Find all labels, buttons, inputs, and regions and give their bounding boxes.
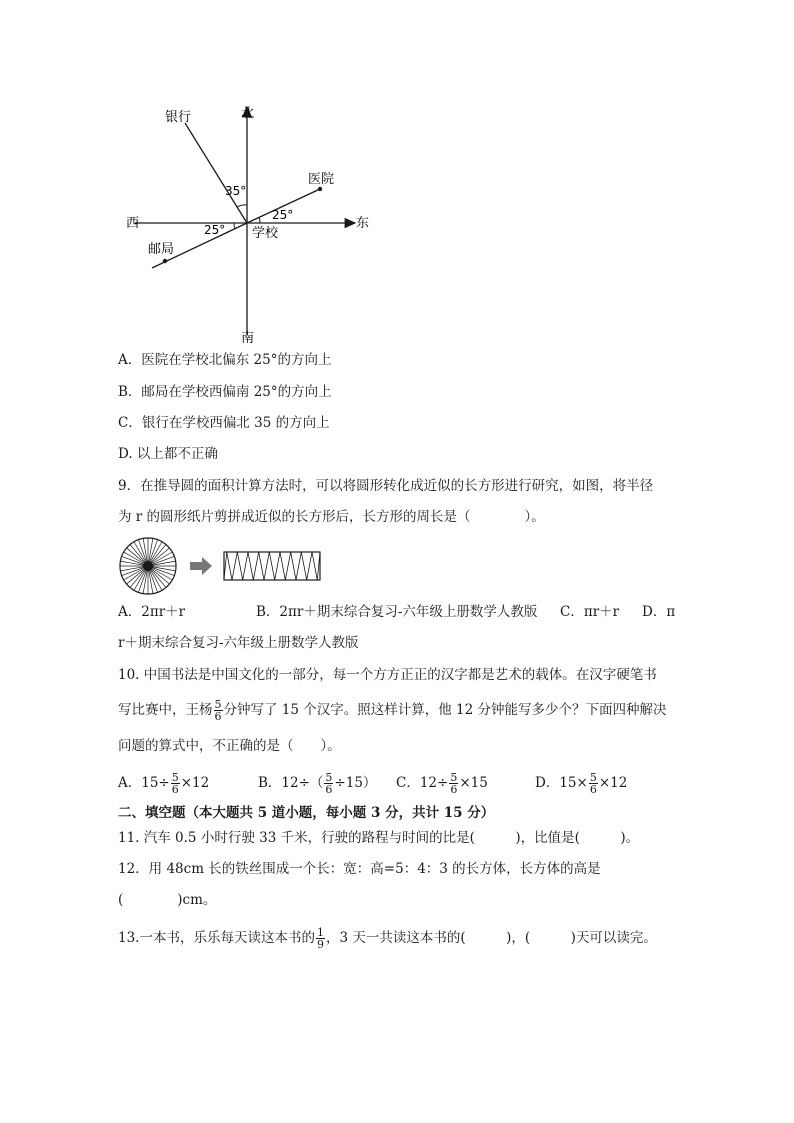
q8-option-d: D. 以上都不正确 [118,446,218,462]
east-label: 东 [356,216,370,231]
q10-option-c: C．12÷ $\frac{5}{6}$ ×15 [396,771,488,796]
bank-ray [185,123,247,223]
direction-diagram [110,95,380,345]
school-label: 学校 [252,226,279,241]
q10-option-d: D．15× $\frac{5}{6}$ ×12 [535,771,628,796]
q10-option-b: B．12÷（ $\frac{5}{6}$ ÷15） [258,771,377,796]
bank-label: 银行 [165,110,192,125]
q8-option-c: C．银行在学校西偏北 35 的方向上 [118,415,330,431]
q9-line2: 为 r 的圆形纸片剪拼成近似的长方形后，长方形的周长是（ ）。 [118,509,545,525]
q12-line2: ( )cm。 [118,892,217,908]
q9-option-a: A．2πr＋r [118,604,186,620]
circle-to-rectangle-figure [118,535,328,597]
arrow-icon [190,557,212,575]
q9-option-d: D．π [642,604,676,620]
fraction-5-6: $\frac{5}{6}$ [214,698,222,723]
angle-post-label: 25° [204,223,226,237]
q10-line2: 写比赛中，王杨 $\frac{5}{6}$ 分钟写了 15 个汉字。照这样计算，他 12 分钟能写多少个？下面四种解决 [118,698,667,723]
q12-line1: 12．用 48cm 长的铁丝围成一个长：宽：高=5：4：3 的长方体，长方体的高是 [118,861,601,877]
q9-option-d-cont: r＋期末综合复习-六年级上册数学人教版 [118,635,359,651]
section-heading: 二、填空题（本大题共 5 道小题，每小题 3 分，共计 15 分） [118,805,495,821]
q13: 13.一本书，乐乐每天读这本书的 $\frac{1}{9}$ ，3 天一共读这本书的( )，( )天可以读完。 [118,926,657,951]
q11: 11. 汽车 0.5 小时行驶 33 千米，行驶的路程与时间的比是( )，比值是( )。 [118,830,640,846]
angle-hospital-label: 25° [272,208,294,222]
q10-line1: 10. 中国书法是中国文化的一部分，每一个方方正正的汉字都是艺术的载体。在汉字硬笔书 [118,667,657,683]
hospital-label: 医院 [308,172,335,187]
q9-option-c: C．πr＋r [560,604,620,620]
fraction-1-9: $\frac{1}{9}$ [316,926,324,951]
north-label: 北 [241,106,255,121]
q8-option-b: B．邮局在学校西偏南 25°的方向上 [118,384,332,400]
south-label: 南 [241,331,255,345]
rectangle-icon [224,552,320,580]
circle-icon [120,538,176,594]
q8-option-a: A．医院在学校北偏东 25°的方向上 [118,352,332,368]
q9-line1: 9．在推导圆的面积计算方法时，可以将圆形转化成近似的长方形进行研究，如图，将半径 [118,478,654,494]
angle-bank-label: 35° [225,184,247,198]
q10-option-a: A．15÷ $\frac{5}{6}$ ×12 [118,771,210,796]
post-office-label: 邮局 [148,242,175,257]
q9-option-b: B．2πr＋期末综合复习-六年级上册数学人教版 [256,604,538,620]
q10-line3: 问题的算式中，不正确的是（ ）。 [118,738,341,754]
west-label: 西 [126,216,140,231]
